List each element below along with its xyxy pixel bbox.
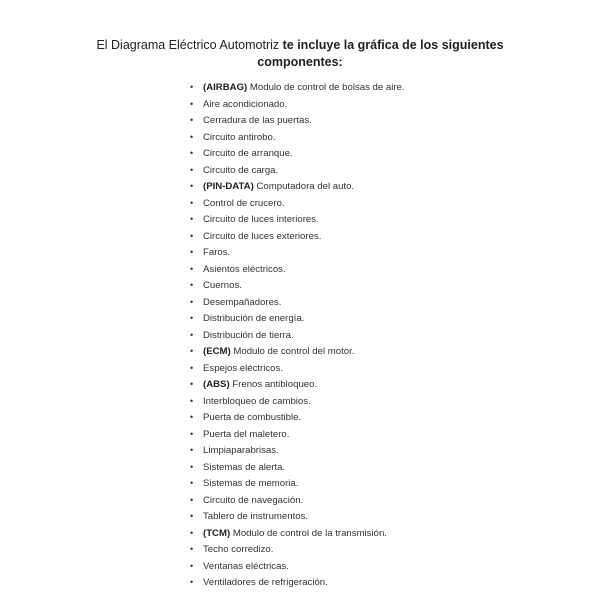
bullet-icon: • [190, 428, 194, 439]
heading-bold-text: te incluye la gráfica de los siguientes [282, 38, 504, 52]
list-item [190, 228, 405, 245]
bullet-icon: • [190, 395, 194, 406]
bullet-icon: • [190, 131, 194, 142]
list-item [190, 96, 405, 113]
bullet-icon: • [190, 379, 194, 389]
component-name: Circuito de luces interiores. [203, 214, 319, 225]
component-name: Circuito de navegación. [203, 494, 304, 506]
component-name: Limpiaparabrisas. [203, 445, 279, 456]
list-item [190, 244, 405, 261]
component-name: Distribución de energía. [203, 313, 305, 324]
heading-normal-text: El Diagrama Eléctrico Automotriz [96, 38, 283, 52]
list-item [190, 393, 405, 410]
component-name: Circuito de carga. [203, 164, 279, 176]
component-name: Circuito antirobo. [203, 131, 276, 143]
bullet-icon: • [190, 280, 194, 290]
bullet-icon: • [190, 527, 194, 538]
component-name: Circuito de arranque. [203, 148, 293, 159]
bullet-icon: • [190, 478, 194, 488]
component-name: Modulo de control de la transmisión. [230, 527, 387, 539]
heading-line-2: componentes: [257, 55, 343, 69]
bullet-icon: • [190, 296, 194, 307]
list-item [190, 327, 405, 344]
list-item [190, 475, 405, 492]
component-name: Faros. [203, 247, 231, 258]
list-item [190, 261, 405, 278]
list-item [190, 492, 405, 509]
component-name: Puerta de combustible. [203, 412, 302, 423]
bullet-icon: • [190, 148, 194, 158]
list-item [190, 343, 405, 360]
list-item [190, 294, 405, 311]
list-item [190, 541, 405, 558]
list-item [190, 277, 405, 294]
list-item [190, 376, 405, 393]
component-name: Frenos antibloqueo. [229, 379, 318, 390]
component-code: (PIN-DATA) [203, 181, 254, 192]
list-item [190, 508, 405, 525]
list-item [190, 426, 405, 443]
component-name: Cuernos. [203, 280, 242, 291]
component-code: (TCM) [203, 527, 231, 539]
component-name: Desempañadores. [203, 296, 282, 308]
component-name: Sistemas de memoria. [203, 478, 299, 489]
bullet-icon: • [190, 461, 194, 472]
component-name: Control de crucero. [203, 197, 285, 209]
component-name: Computadora del auto. [253, 181, 355, 192]
bullet-icon: • [190, 98, 194, 109]
component-name: Modulo de control de bolsas de aire. [247, 82, 405, 93]
component-name: Puerta del maletero. [203, 428, 290, 440]
component-name: Aire acondicionado. [203, 98, 288, 110]
bullet-icon: • [190, 412, 194, 422]
bullet-icon: • [190, 247, 194, 257]
bullet-icon: • [190, 313, 194, 323]
component-name: Modulo de control del motor. [230, 346, 355, 357]
list-item [190, 558, 405, 575]
component-name: Ventiladores de refrigeración. [203, 577, 328, 588]
bullet-icon: • [190, 494, 194, 505]
list-item [190, 79, 405, 96]
bullet-icon: • [190, 577, 194, 587]
component-code: (AIRBAG) [203, 82, 248, 93]
component-name: Tablero de instrumentos. [203, 511, 309, 522]
bullet-icon: • [190, 181, 194, 191]
component-name: Distribución de tierra. [203, 329, 294, 341]
bullet-icon: • [190, 115, 194, 125]
list-item [190, 525, 405, 542]
bullet-icon: • [190, 230, 194, 241]
component-name: Cerradura de las puertas. [203, 115, 312, 126]
list-item [190, 162, 405, 179]
component-name: Techo corredizo. [203, 544, 274, 555]
component-code: (ABS) [203, 379, 230, 390]
list-item [190, 211, 405, 228]
bullet-icon: • [190, 263, 194, 274]
component-name: Circuito de luces exteriores. [203, 230, 322, 242]
bullet-icon: • [190, 346, 194, 356]
heading-line-1 [0, 37, 600, 54]
list-item [190, 459, 405, 476]
list-item [190, 310, 405, 327]
component-name: Espejos eléctricos. [203, 362, 283, 374]
bullet-icon: • [190, 214, 194, 224]
bullet-icon: • [190, 197, 194, 208]
list-item [190, 112, 405, 129]
bullet-icon: • [190, 560, 194, 571]
component-list [190, 79, 405, 591]
bullet-icon: • [190, 82, 194, 92]
component-name: Interbloqueo de cambios. [203, 395, 311, 407]
bullet-icon: • [190, 511, 194, 521]
list-item [190, 145, 405, 162]
list-item [190, 409, 405, 426]
bullet-icon: • [190, 329, 194, 340]
bullet-icon: • [190, 164, 194, 175]
page-heading [0, 37, 600, 71]
bullet-icon: • [190, 544, 194, 554]
bullet-icon: • [190, 362, 194, 373]
bullet-icon: • [190, 445, 194, 455]
list-item [190, 129, 405, 146]
component-name: Ventanas eléctricas. [203, 560, 289, 572]
component-name: Asientos eléctricos. [203, 263, 286, 275]
component-code: (ECM) [203, 346, 231, 357]
component-name: Sistemas de alerta. [203, 461, 286, 473]
list-item [190, 178, 405, 195]
list-item [190, 442, 405, 459]
list-item [190, 574, 405, 591]
list-item [190, 360, 405, 377]
list-item [190, 195, 405, 212]
